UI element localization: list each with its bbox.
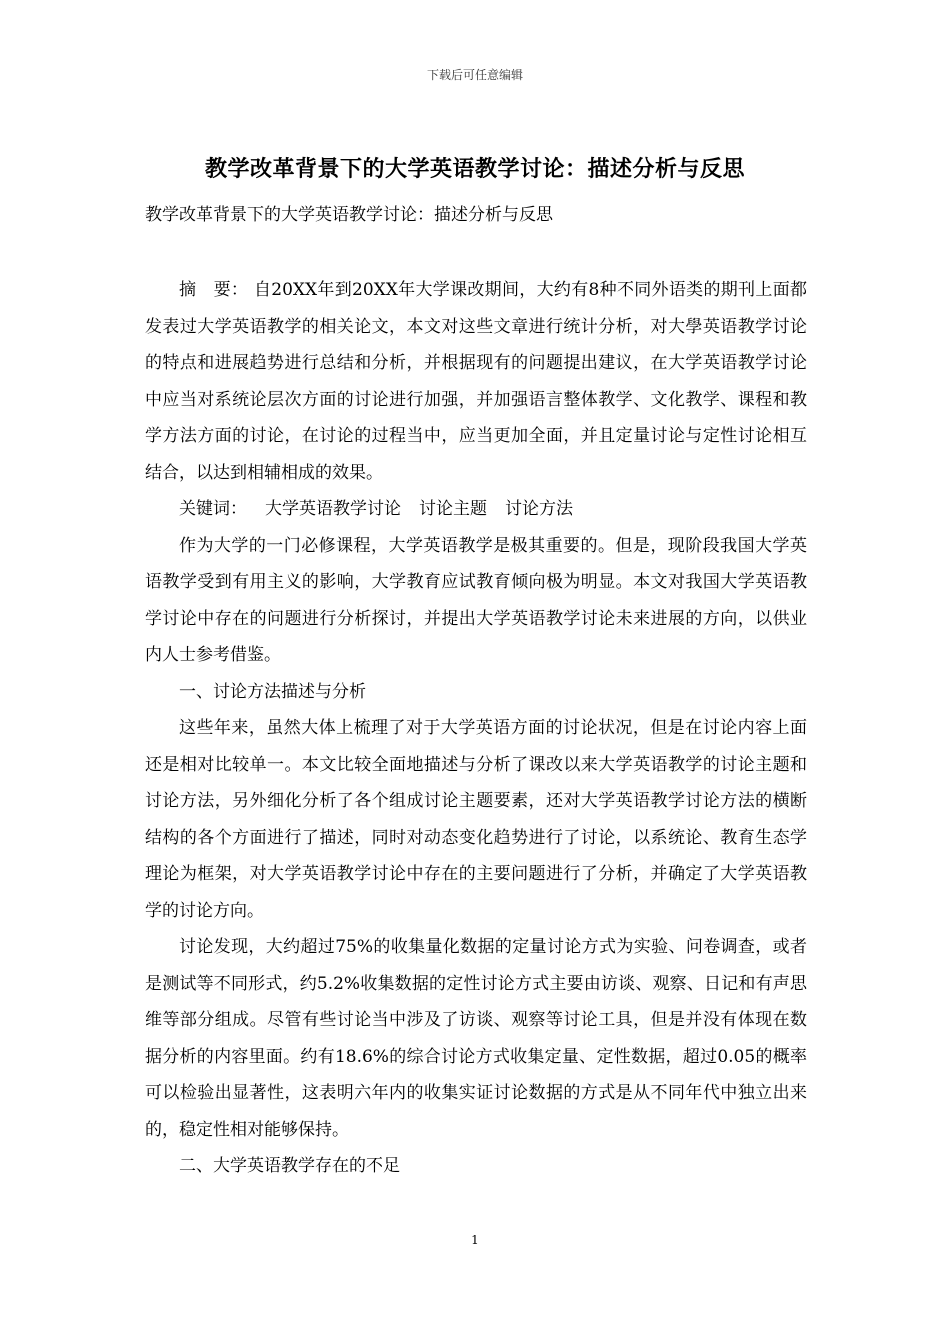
body-paragraph-2: 讨论发现，大约超过75%的收集量化数据的定量讨论方式为实验、问卷调查，或者是测试等不同形式，约5.2%收集数据的定性讨论方式主要由访谈、观察、日记和有声思维等部分组成。尽管有些讨论当中涉及了访谈、观察等讨论工具，但是并没有体现在数据分析的内容里面。约有18.6%的综合讨论方式收集定量、定性数据，超过0.05的概率可以检验出显著性，这表明六年内的收集实证讨论数据的方式是从不同年代中独立出来的，稳定性相对能够保持。 xyxy=(145,937,807,1140)
keywords-label: 关键词： xyxy=(179,499,247,519)
keyword-item: 大学英语教学讨论 xyxy=(265,499,401,519)
abstract-paragraph xyxy=(145,272,807,491)
keyword-item: 讨论方法 xyxy=(505,499,573,519)
section-heading-1: 一、讨论方法描述与分析 xyxy=(179,681,366,702)
page-number: 1 xyxy=(471,1233,479,1247)
abstract-text: 自20XX年到20XX年大学课改期间，大约有8种不同外语类的期刊上面都发表过大学英语教学的相关论文，本文对这些文章进行统计分析，对大學英语教学讨论的特点和进展趋势进行总结和分析，并根据现有的问题提出建议，在大学英语教学讨论中应当对系统论层次方面的讨论进行加强，并加强语言整体教学、文化教学、课程和教学方法方面的讨论，在讨论的过程当中，应当更加全面，并且定量讨论与定性讨论相互结合，以达到相辅相成的效果。 xyxy=(145,280,808,483)
abstract-label: 摘 要： xyxy=(179,280,249,300)
section-heading-2: 二、大学英语教学存在的不足 xyxy=(179,1156,400,1176)
document-body xyxy=(145,272,807,1185)
page-header: 下载后可任意编辑 xyxy=(426,68,523,82)
document-subtitle: 教学改革背景下的大学英语教学讨论：描述分析与反思 xyxy=(145,205,553,225)
intro-paragraph: 作为大学的一门必修课程，大学英语教学是极其重要的。但是，现阶段我国大学英语教学受到有用主义的影响，大学教育应试教育倾向极为明显。本文对我国大学英语教学讨论中存在的问题进行分析探讨，并提出大学英语教学讨论未来进展的方向，以供业内人士参考借鉴。 xyxy=(145,535,807,665)
body-paragraph-1: 这些年来，虽然大体上梳理了对于大学英语方面的讨论状况，但是在讨论内容上面还是相对比较单一。本文比较全面地描述与分析了课改以来大学英语教学的讨论主题和讨论方法，另外细化分析了各个组成讨论主题要素，还对大学英语教学讨论方法的横断结构的各个方面进行了描述，同时对动态变化趋势进行了讨论，以系统论、教育生态学理论为框架，对大学英语教学讨论中存在的主要问题进行了分析，并确定了大学英语教学的讨论方向。 xyxy=(145,718,807,921)
keyword-item: 讨论主题 xyxy=(419,499,487,519)
document-title: 教学改革背景下的大学英语教学讨论：描述分析与反思 xyxy=(204,156,745,182)
keywords-paragraph xyxy=(145,491,807,528)
